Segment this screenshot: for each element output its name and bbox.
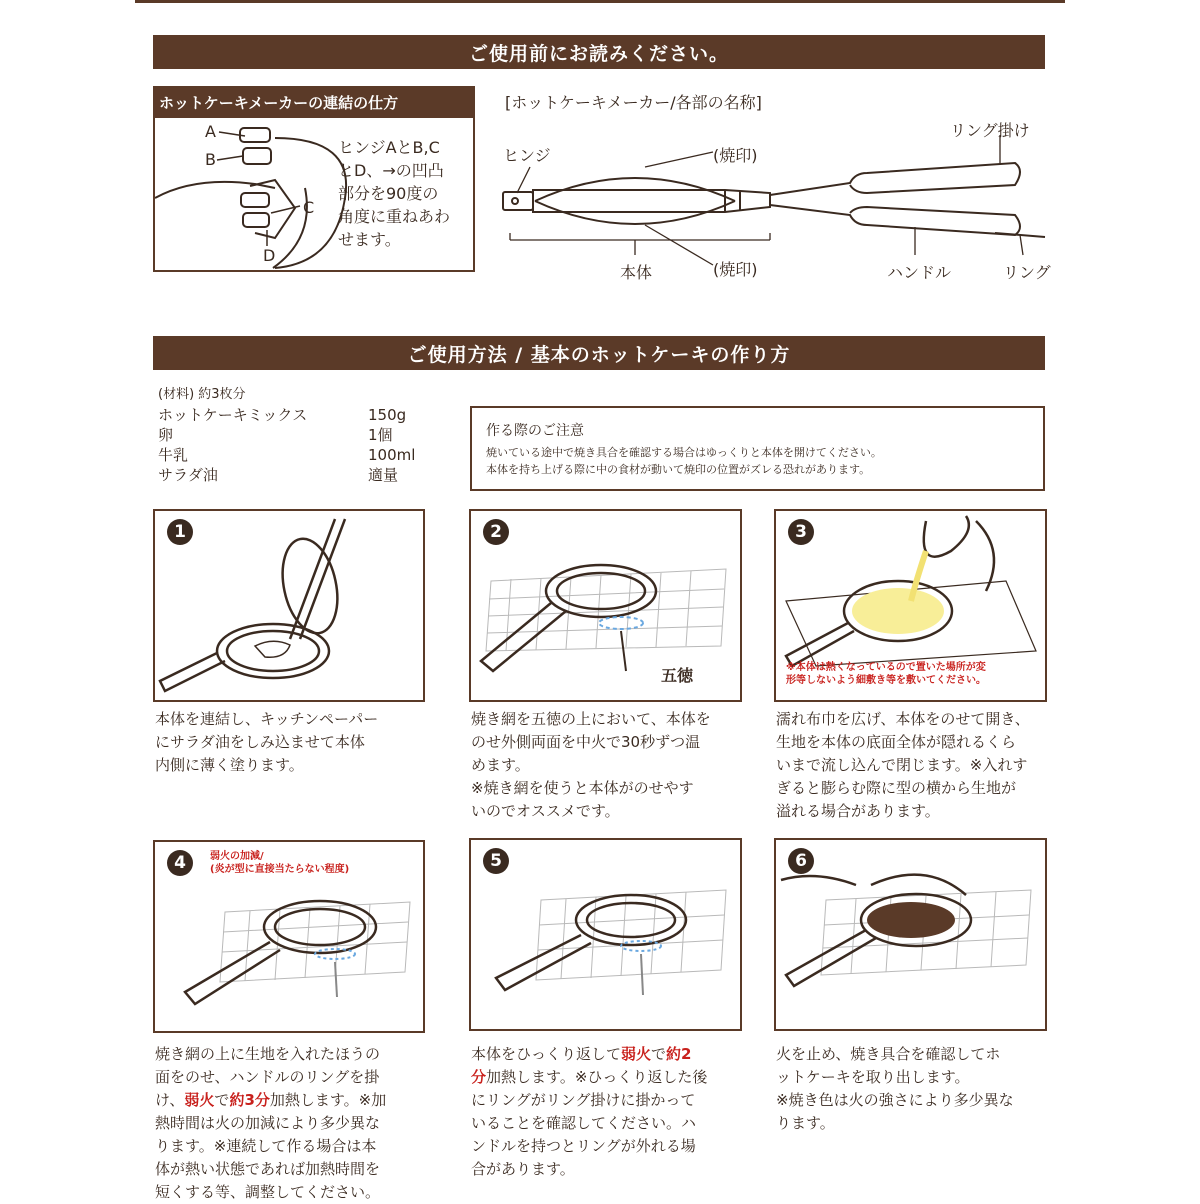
pre-use-banner: ご使用前にお読みください。	[153, 35, 1045, 69]
connect-instructions	[338, 136, 450, 251]
step-1-text	[155, 708, 378, 777]
step-text-line: 内側に薄く塗ります。	[155, 756, 304, 774]
flip-illustration	[471, 840, 740, 1029]
step-number: 4	[167, 850, 193, 876]
step-2-text	[471, 708, 711, 823]
ring-label: リング	[1003, 263, 1051, 282]
step-text-line: いまで流し込んで閉じます。※入れす	[776, 756, 1028, 774]
low-heat-illustration	[155, 842, 423, 1031]
step-text-line: いのでオススメです。	[471, 802, 620, 820]
ring-hook-label: リング掛け	[950, 121, 1030, 140]
step-3-warning	[786, 661, 986, 687]
ingredient-row	[158, 466, 415, 486]
connect-title: ホットケーキメーカーの連結の仕方	[155, 88, 473, 118]
ingredients	[158, 385, 415, 486]
ingredient-amount: 適量	[368, 466, 399, 484]
brand-top-label: (焼印)	[713, 146, 758, 165]
step-4-line: 焼き網の上に生地を入れたほうの	[155, 1045, 381, 1063]
step-3-text	[776, 708, 1030, 823]
step-number: 5	[483, 848, 509, 874]
preheat-illustration	[471, 511, 740, 700]
hinge-label-c: C	[303, 198, 315, 217]
step-4-line: け、弱火で約3分加熱します。※加	[155, 1091, 387, 1109]
step-5-line: 本体をひっくり返して弱火で約2	[471, 1045, 692, 1063]
step-text-line: ります。	[776, 1114, 835, 1132]
step-text-line: めます。	[471, 756, 530, 774]
caution-line: 本体を持ち上げる際に中の食材が動いて焼印の位置がズレる恐れがあります。	[486, 463, 871, 476]
ingredient-row	[158, 426, 415, 446]
hinge-label-a: A	[205, 122, 216, 141]
ingredient-row	[158, 406, 415, 426]
step-text-line: ※焼き色は火の強さにより多少異な	[776, 1091, 1014, 1109]
connect-panel	[153, 86, 475, 272]
body-label: 本体	[620, 263, 653, 282]
step-text-line: 溢れる場合があります。	[776, 802, 940, 820]
caution-box	[470, 406, 1045, 491]
step-text-line: ぎると膨らむ際に型の横から生地が	[776, 779, 1017, 797]
ingredients-header: (材料) 約3枚分	[158, 387, 246, 402]
ingredient-name: サラダ油	[158, 466, 218, 484]
step-text-line: 生地を本体の底面全体が隠れるくら	[776, 733, 1017, 751]
step-2-panel	[469, 509, 742, 702]
caution-line: 焼いている途中で焼き具合を確認する場合はゆっくりと本体を開けてください。	[486, 446, 882, 459]
note-line: (炎が型に直接当たらない程度)	[210, 864, 350, 875]
finished-pancake-illustration	[776, 840, 1045, 1029]
step-text-line: ※焼き網を使うと本体がのせやす	[471, 779, 694, 797]
step-5-line: 分加熱します。※ひっくり返した後	[471, 1068, 708, 1086]
handle-label: ハンドル	[887, 263, 952, 282]
step-4-line: 面をのせ、ハンドルのリングを掛	[155, 1068, 380, 1086]
step-4-line: 熱時間は火の加減により多少異な	[155, 1114, 381, 1132]
step-5-line: にリングがリング掛けに掛かって	[471, 1091, 696, 1109]
hinge-label-d: D	[263, 246, 276, 265]
note-line: 弱火の加減/	[210, 851, 264, 862]
hinge-label-b: B	[205, 150, 216, 169]
step-text-line: 本体を連結し、キッチンペーパー	[155, 710, 379, 728]
caution-title: 作る際のご注意	[486, 423, 584, 439]
step-3-panel	[774, 509, 1047, 702]
usage-banner: ご使用方法 / 基本のホットケーキの作り方	[153, 336, 1045, 370]
step-5-panel	[469, 838, 742, 1031]
step-4-line: 短くする等、調整してください。	[155, 1183, 381, 1201]
ingredient-amount: 150g	[368, 406, 407, 424]
trivet-label: 五徳	[661, 666, 694, 685]
step-text-line: にサラダ油をしみ込ませて本体	[155, 733, 365, 751]
step-number: 2	[483, 519, 509, 545]
step-text-line: のせ外側両面を中火で30秒ずつ温	[471, 733, 701, 751]
step-5-text	[471, 1043, 707, 1181]
warning-line: ※本体は熱くなっているので置いた場所が変	[786, 662, 986, 673]
step-4-line: 体が熱い状態であれば加熱時間を	[155, 1160, 381, 1178]
step-number: 1	[167, 519, 193, 545]
warning-line: 形等しないよう細敷き等を敷いてください。	[786, 675, 986, 686]
connect-text-line: せます。	[338, 230, 401, 249]
step-6-panel	[774, 838, 1047, 1031]
connect-text-line: 角度に重ねあわ	[338, 207, 451, 226]
step-number: 6	[788, 848, 814, 874]
step-text-line: 焼き網を五徳の上において、本体を	[471, 710, 711, 728]
parts-title: [ホットケーキメーカー/各部の名称]	[505, 93, 762, 112]
oil-brushing-illustration	[155, 511, 423, 700]
ingredient-name: 卵	[158, 426, 174, 444]
ingredient-name: 牛乳	[158, 446, 189, 464]
brand-bottom-label: (焼印)	[713, 260, 758, 279]
ingredient-row	[158, 446, 415, 466]
ingredient-name: ホットケーキミックス	[158, 406, 308, 424]
step-1-panel	[153, 509, 425, 702]
step-5-line: ンドルを持つとリングが外れる場	[471, 1137, 696, 1155]
connect-text-line: とD、→の凹凸	[338, 161, 444, 180]
ingredient-amount: 100ml	[368, 446, 416, 464]
step-4-text	[155, 1043, 386, 1204]
step-text-line: ットケーキを取り出します。	[776, 1068, 970, 1086]
step-4-panel	[153, 840, 425, 1033]
step-number: 3	[788, 519, 814, 545]
step-5-line: いることを確認してください。ハ	[471, 1114, 697, 1132]
ingredient-amount: 1個	[368, 426, 393, 444]
step-5-line: 合があります。	[471, 1160, 575, 1178]
step-6-text	[776, 1043, 1014, 1135]
step-text-line: 濡れ布巾を広げ、本体をのせて開き、	[776, 710, 1030, 728]
connect-text-line: 部分を90度の	[338, 184, 439, 203]
step-4-line: ります。※連続して作る場合は本	[155, 1137, 377, 1155]
step-text-line: 火を止め、焼き具合を確認してホ	[776, 1045, 1001, 1063]
connect-text-line: ヒンジAとB,C	[338, 138, 440, 157]
hinge-label: ヒンジ	[503, 146, 551, 165]
top-rule	[135, 0, 1065, 3]
